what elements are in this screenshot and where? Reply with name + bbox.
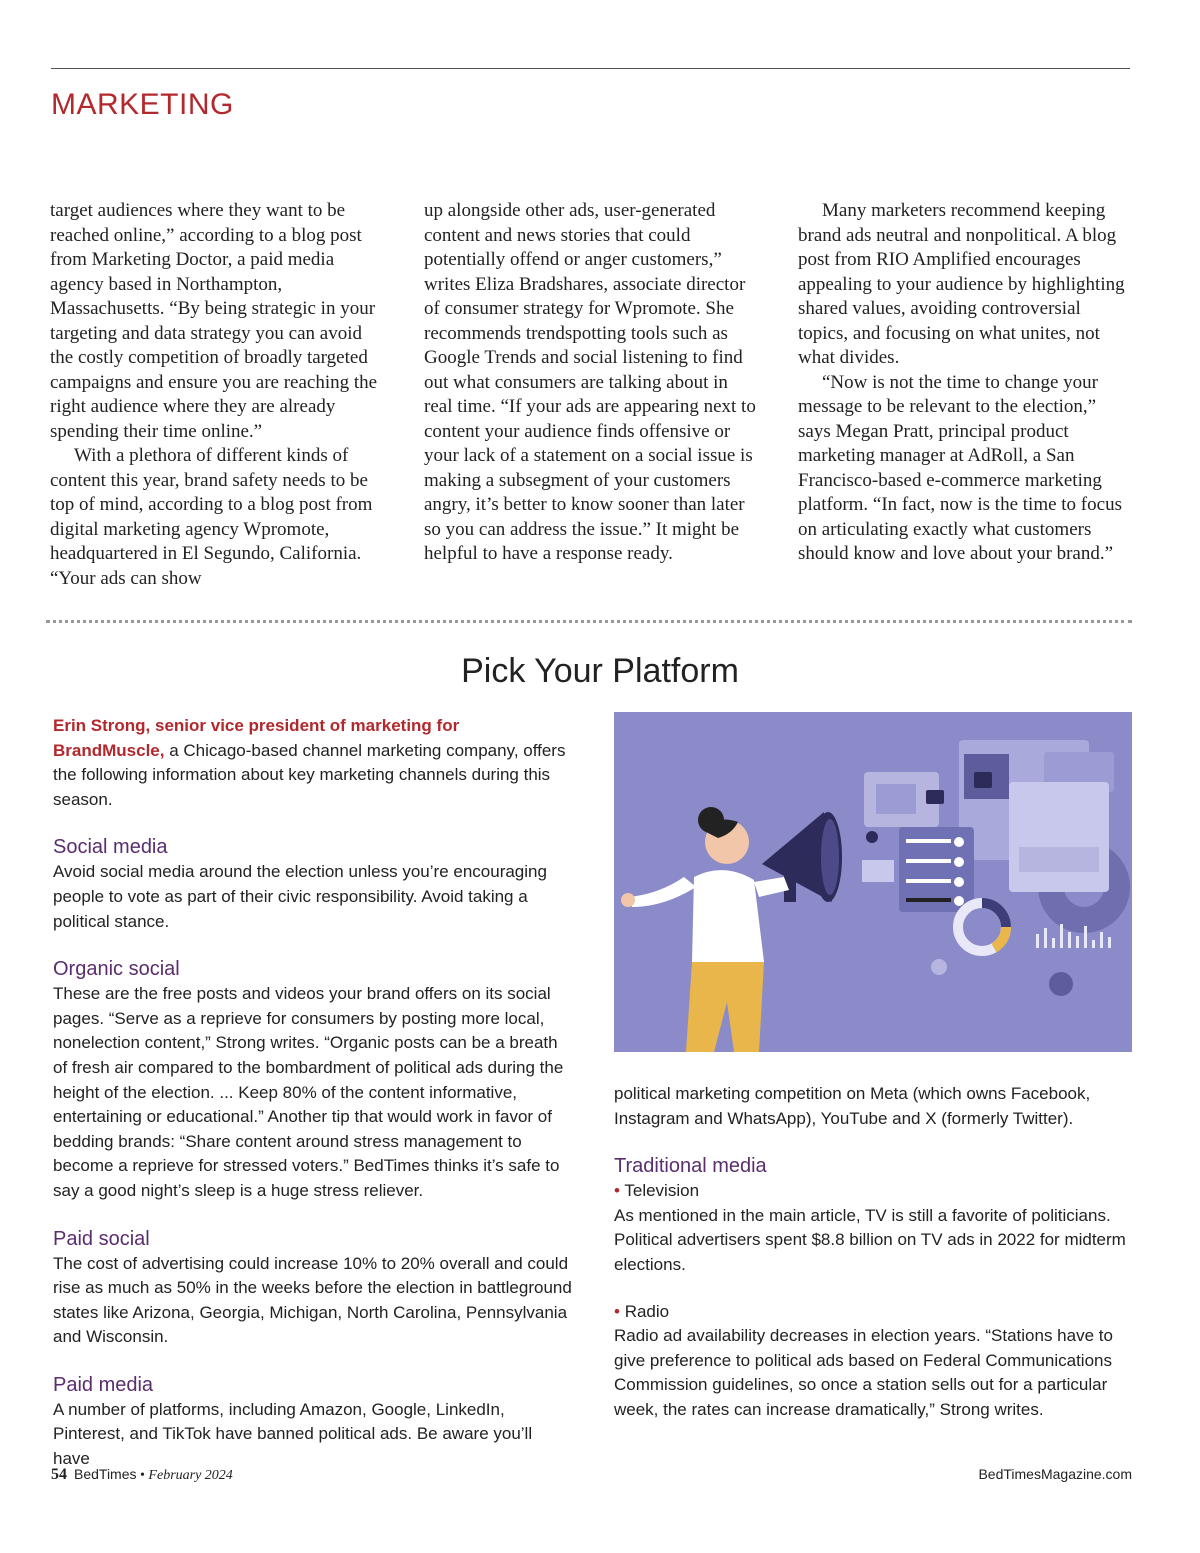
bullet-label: Television <box>624 1181 700 1201</box>
subhead-paid-media: Paid media <box>53 1373 154 1396</box>
article-paragraph: With a plethora of different kinds of content this year, brand safety needs to be top of mind, according to a blog post from digital marketing agency Wpromote, headquartered in El Segundo, California. “Your ads can show <box>50 445 373 589</box>
subhead-paid-social: Paid social <box>53 1227 150 1250</box>
footer-separator: • <box>140 1468 145 1483</box>
bullet-dot: • <box>614 1301 620 1321</box>
subhead-traditional-media: Traditional media <box>614 1155 767 1178</box>
sidebar-right-column <box>614 1082 1139 1423</box>
sidebar-intro <box>53 714 573 812</box>
page-number: 54 <box>51 1466 67 1483</box>
sidebar-left-column <box>53 714 573 1472</box>
sidebar-paragraph: Avoid social media around the election unless you’re encouraging people to vote as part of their civic responsibility. Avoid taking a political stance. <box>53 862 547 931</box>
sidebar-title: Pick Your Platform <box>461 652 739 690</box>
article-column-2 <box>424 199 756 567</box>
sidebar-paragraph: The cost of advertising could increase 10% to 20% overall and could rise as much as 50% in the weeks before the election in battleground states like Arizona, Georgia, Michigan, North Carolina, Pennsylvania and Wisconsin. <box>53 1253 572 1347</box>
intro-lead: Erin Strong, senior vice president of marketing for BrandMuscle, <box>53 716 460 760</box>
sidebar-paragraph: A number of platforms, including Amazon, Google, LinkedIn, Pinterest, and TikTok have banned political ads. Be aware you’ll have <box>53 1399 533 1469</box>
section-label: MARKETING <box>51 88 234 121</box>
article-paragraph: “Now is not the time to change your message to be relevant to the election,” says Megan Pratt, principal product marketing manager at AdRoll, a San Francisco-based e-commerce marketing platform. “In fact, now is the time to focus on articulating exactly what customers should know and love about your brand.” <box>798 371 1122 564</box>
bullet-dot: • <box>614 1181 620 1201</box>
sidebar-paragraph: political marketing competition on Meta (which owns Facebook, Instagram and WhatsApp), YouTube and X (formerly Twitter). <box>614 1084 1091 1128</box>
sidebar-paragraph: Radio ad availability decreases in election years. “Stations have to give preference to political ads based on Federal Communications Commission guidelines, so once a station sells out for a particular week, the rates can increase dramatically,” Strong writes. <box>614 1326 1113 1419</box>
article-column-1 <box>50 199 382 591</box>
page-footer-left <box>51 1466 233 1484</box>
bullet-radio <box>614 1300 1139 1325</box>
bullet-television <box>614 1179 1139 1204</box>
subhead-organic-social: Organic social <box>53 958 180 981</box>
article-paragraph: Many marketers recommend keeping brand ads neutral and nonpolitical. A blog post from RIO Amplified encourages appealing to your audience by highlighting shared values, avoiding controversial topics, and focusing on what unites, not what divides. <box>798 200 1125 368</box>
marketing-illustration-icon <box>614 712 1132 1052</box>
issue-date: February 2024 <box>148 1468 233 1483</box>
article-paragraph: target audiences where they want to be reached online,” according to a blog post from Marketing Doctor, a paid media agency based in Northampton, Massachusetts. “By being strategic in your targeting and data strategy you can avoid the costly competition of broadly targeted campaigns and ensure you are reaching the right audience where they are already spending their time online.” <box>50 200 378 442</box>
subhead-social-media: Social media <box>53 836 168 859</box>
sidebar-paragraph: As mentioned in the main article, TV is still a favorite of politicians. Political advertisers spent $8.8 billion on TV ads in 2022 for midterm elections. <box>614 1205 1126 1274</box>
magazine-name: BedTimes <box>74 1466 137 1482</box>
intro-rest: a Chicago-based channel marketing company, offers the following information about key marketing channels during this season. <box>53 740 566 809</box>
dotted-divider <box>46 620 1132 623</box>
article-column-3 <box>798 199 1130 567</box>
website-link[interactable]: BedTimesMagazine.com <box>978 1466 1132 1482</box>
megaphone-illustration <box>614 712 1132 1052</box>
top-rule <box>51 68 1130 69</box>
article-paragraph: up alongside other ads, user-generated content and news stories that could potentially offend or anger customers,” writes Eliza Bradshares, associate director of consumer strategy for Wpromote. She recommends trendspotting tools such as Google Trends and social listening to find out what consumers are talking about in real time. “If your ads are appearing next to content your audience finds offensive or your lack of a statement on a social issue is making a subsegment of your customers angry, it’s better to know sooner than later so you can address the issue.” It might be helpful to have a response ready. <box>424 200 756 564</box>
bullet-label: Radio <box>624 1301 670 1321</box>
sidebar-paragraph: These are the free posts and videos your brand offers on its social pages. “Serve as a reprieve for consumers by posting more local, nonelection content,” Strong writes. “Organic posts can be a breath of fresh air compared to the bombardment of political ads during the height of the election. ... Keep 80% of the content informative, entertaining or educational.” Another tip that would work in favor of bedding brands: “Share content around stress management to become a reprieve for stressed voters.” BedTimes thinks it’s safe to say a good night’s sleep is a huge stress reliever. <box>53 984 564 1200</box>
